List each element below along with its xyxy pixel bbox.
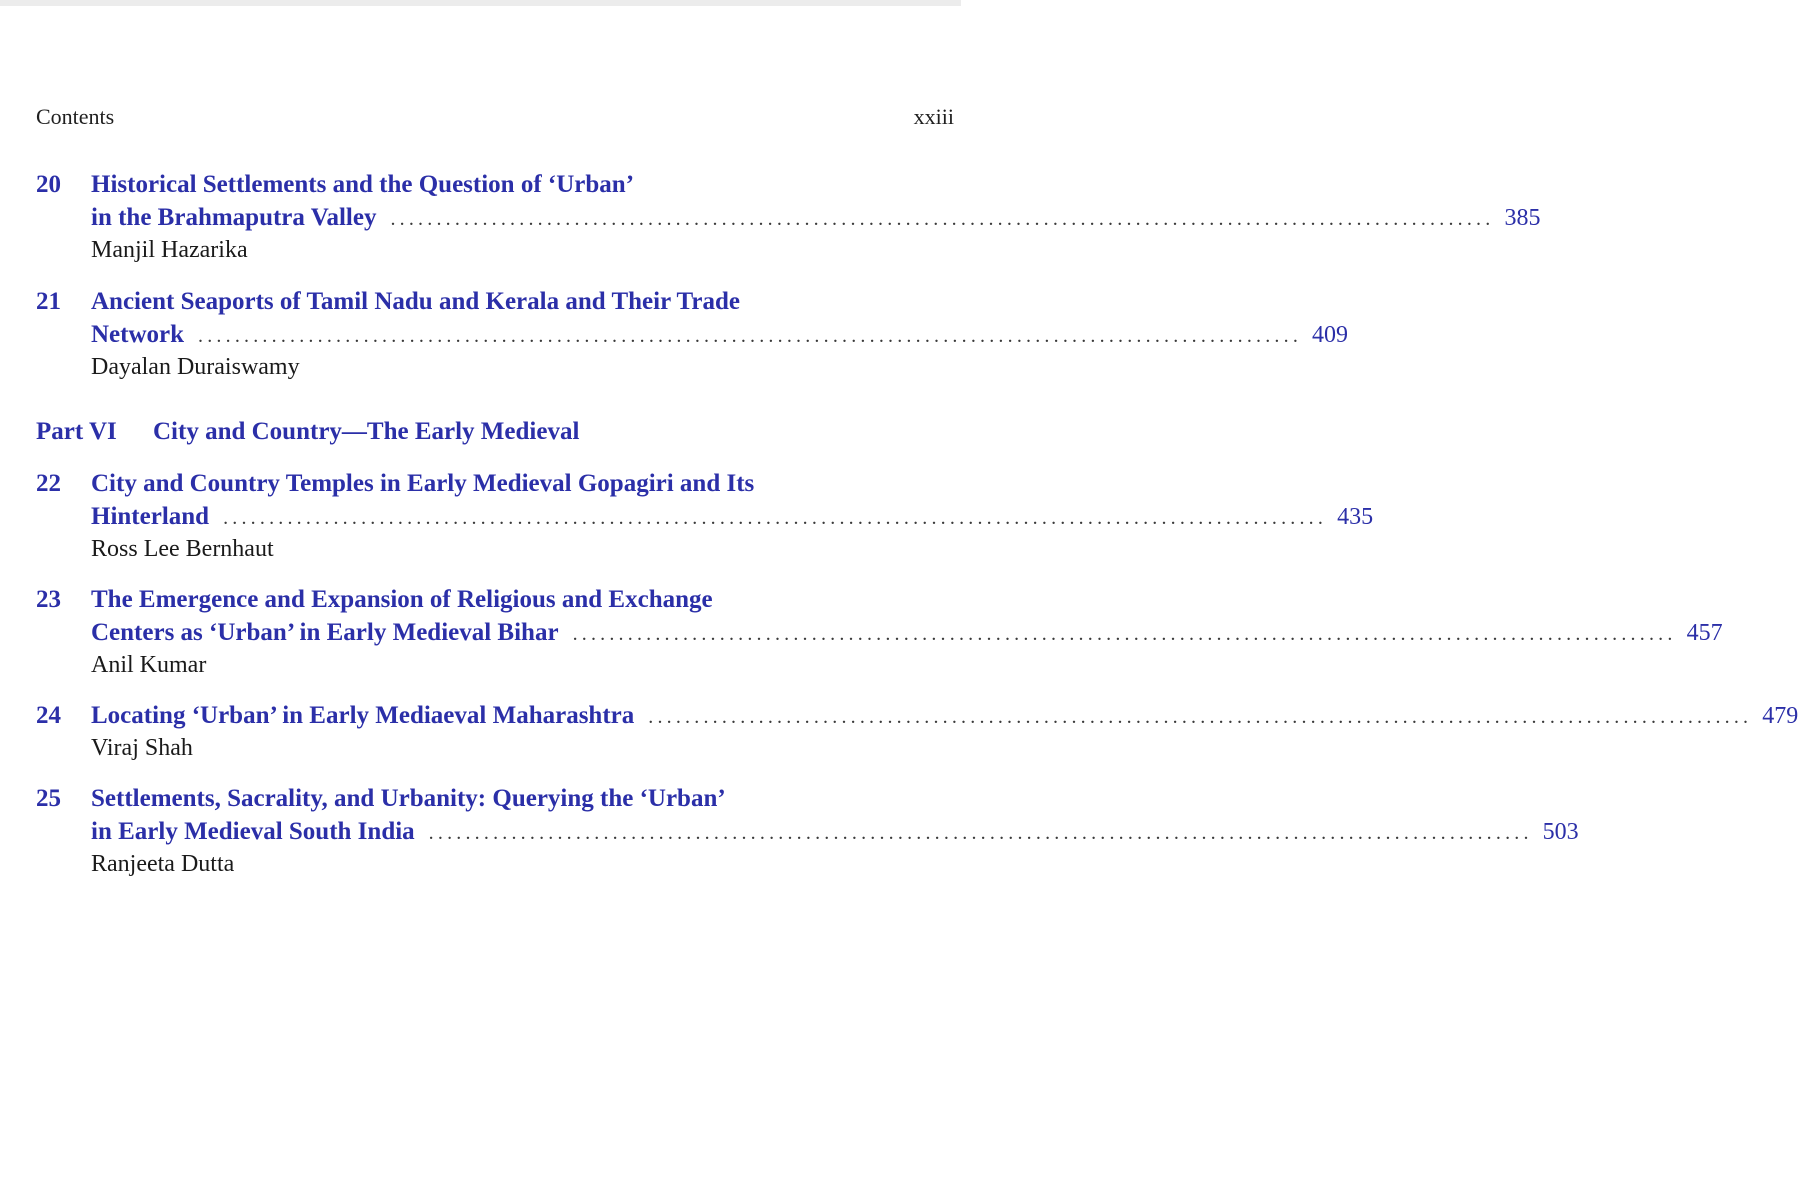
running-head-title: Contents <box>36 104 115 129</box>
chapter-title-link[interactable]: The Emergence and Expansion of Religious and Exchange <box>91 586 713 613</box>
dot-leader: ........................................................................................................................ <box>572 623 1677 645</box>
chapter-title-link[interactable]: Network <box>91 321 185 348</box>
chapter-page-number[interactable]: 409 <box>1312 322 1349 348</box>
chapter-page-number[interactable]: 503 <box>1542 819 1579 845</box>
toc-title-line <box>36 616 1723 649</box>
chapter-author: Dayalan Duraiswamy <box>91 354 300 380</box>
part-title: City and Country—The Early Medieval <box>153 418 580 445</box>
chapter-title-link[interactable]: City and Country Temples in Early Medieval Gopagiri and Its <box>91 470 755 497</box>
chapter-author: Manjil Hazarika <box>91 237 248 263</box>
chapter-title-link[interactable]: Hinterland <box>91 503 210 530</box>
running-head-page-number: xxiii <box>913 104 954 129</box>
chapter-title-link[interactable]: Centers as ‘Urban’ in Early Medieval Bihar <box>91 619 559 646</box>
toc-entry-24[interactable] <box>36 699 1798 765</box>
chapter-title-link[interactable]: in the Brahmaputra Valley <box>91 204 377 231</box>
dot-leader: ........................................................................................................................ <box>428 822 1533 844</box>
chapter-page-number[interactable]: 435 <box>1337 504 1374 530</box>
chapter-page-number[interactable]: 479 <box>1762 703 1798 729</box>
chapter-title-link[interactable]: Settlements, Sacrality, and Urbanity: Querying the ‘Urban’ <box>91 785 726 812</box>
toc-title-line <box>36 782 954 815</box>
chapter-number: 25 <box>36 785 61 812</box>
toc-title-line <box>36 318 1349 351</box>
dot-leader: ........................................................................................................................ <box>648 706 1753 728</box>
toc-entry-21[interactable] <box>36 285 1349 384</box>
chapter-number: 20 <box>36 171 61 198</box>
dot-leader: ........................................................................................................................ <box>198 325 1303 347</box>
toc-title-line <box>36 699 1798 732</box>
part-label: Part VI <box>36 418 117 445</box>
chapter-author: Anil Kumar <box>91 652 207 678</box>
chapter-title-link[interactable]: Ancient Seaports of Tamil Nadu and Kerala and Their Trade <box>91 288 740 315</box>
toc-title-line <box>36 467 954 500</box>
chapter-title-link[interactable]: in Early Medieval South India <box>91 818 415 845</box>
running-head <box>36 104 954 130</box>
toc-title-line <box>36 815 1579 848</box>
dot-leader: ........................................................................................................................ <box>223 507 1328 529</box>
chapter-title-link[interactable]: Historical Settlements and the Question of ‘Urban’ <box>91 171 635 198</box>
toc-title-line <box>36 285 954 318</box>
toc-entry-20[interactable] <box>36 168 1541 267</box>
part-heading[interactable] <box>36 418 579 446</box>
chapter-author: Viraj Shah <box>91 735 193 761</box>
chapter-page-number[interactable]: 385 <box>1504 205 1541 231</box>
toc-title-line <box>36 201 1541 234</box>
toc-title-line <box>36 583 954 616</box>
chapter-page-number[interactable]: 457 <box>1686 620 1723 646</box>
dot-leader: ........................................................................................................................ <box>390 208 1495 230</box>
toc-entry-25[interactable] <box>36 782 1579 881</box>
chapter-author: Ross Lee Bernhaut <box>91 536 274 562</box>
chapter-number: 24 <box>36 702 61 729</box>
toc-entry-23[interactable] <box>36 583 1723 682</box>
toc-title-line <box>36 168 954 201</box>
chapter-number: 23 <box>36 586 61 613</box>
chapter-title-link[interactable]: Locating ‘Urban’ in Early Mediaeval Maharashtra <box>91 702 635 729</box>
chapter-number: 22 <box>36 470 61 497</box>
toc-entry-22[interactable] <box>36 467 1374 566</box>
chapter-author: Ranjeeta Dutta <box>91 851 235 877</box>
chapter-number: 21 <box>36 288 61 315</box>
toc-title-line <box>36 500 1374 533</box>
